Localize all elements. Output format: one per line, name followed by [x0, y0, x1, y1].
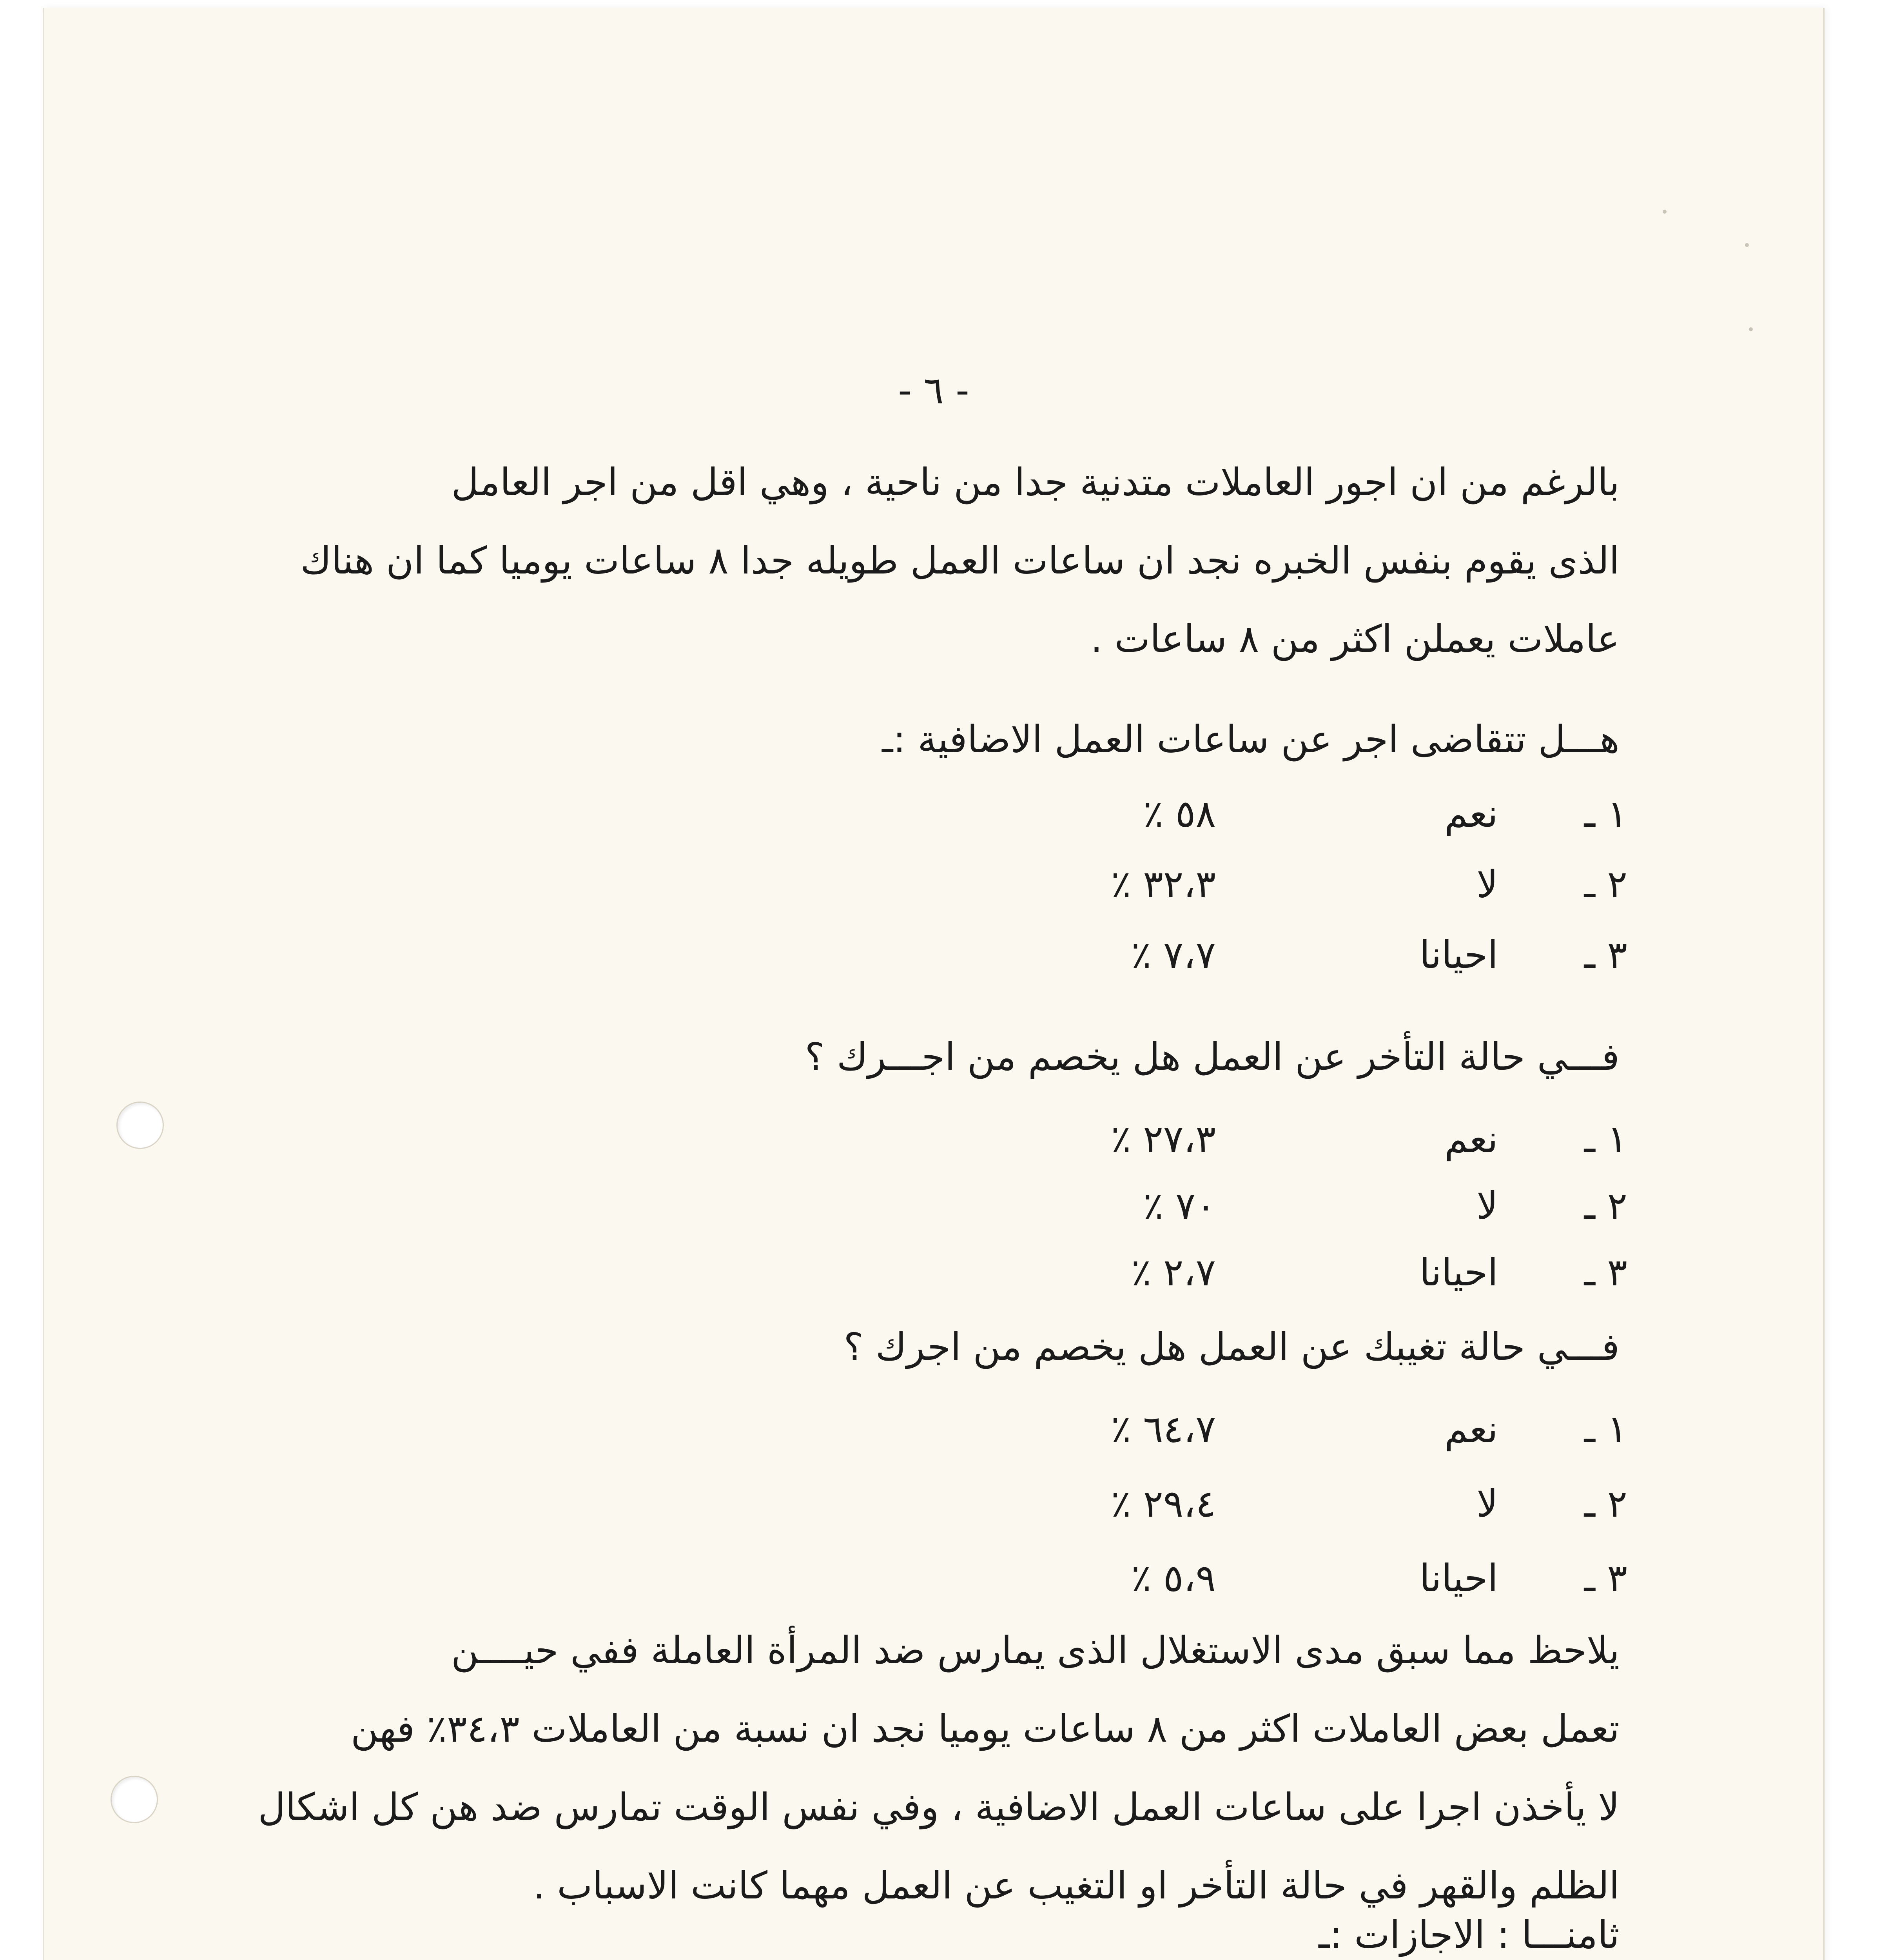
option-label: نعم [1444, 792, 1498, 836]
paper-speck [1749, 327, 1753, 331]
option-label: لا [1476, 862, 1498, 906]
answer-option [1000, 1556, 1627, 1615]
text-line: الظلم والقهر في حالة التأخر او التغيب عن العمل مهما كانت الاسباب . [533, 1864, 1620, 1907]
paper-speck [1745, 243, 1749, 247]
option-label: نعم [1444, 1407, 1498, 1451]
punch-hole-top [116, 1102, 164, 1149]
answer-option [1000, 1184, 1627, 1243]
option-number: ١ ـ [1584, 1407, 1627, 1451]
answer-option [1000, 933, 1627, 992]
option-percentage: ٧،٧ ٪ [1131, 933, 1216, 977]
observation-paragraph [258, 1611, 1620, 1925]
answer-option [1000, 1482, 1627, 1541]
option-label: احيانا [1419, 1556, 1498, 1600]
option-number: ١ ـ [1584, 792, 1627, 836]
option-number: ٣ ـ [1584, 933, 1627, 977]
option-label: احيانا [1419, 1250, 1498, 1294]
option-number: ٢ ـ [1584, 1482, 1627, 1526]
punch-hole-bottom [111, 1776, 158, 1823]
text-line: لا يأخذن اجرا على ساعات العمل الاضافية ، وفي نفس الوقت تمارس ضد هن كل اشكال [258, 1785, 1620, 1829]
page-number: - ٦ - [898, 368, 969, 412]
answer-option [1000, 862, 1627, 921]
question-absence-deduction: فـــي حالة تغيبك عن العمل هل يخصم من اجرك ؟ [843, 1325, 1620, 1369]
answer-option [1000, 792, 1627, 851]
answer-option [1000, 1117, 1627, 1176]
section-heading: ثامنـــا : الاجازات :ـ [1319, 1913, 1620, 1957]
question-lateness-deduction: فـــي حالة التأخر عن العمل هل يخصم من اجـــرك ؟ [805, 1035, 1620, 1079]
option-number: ٣ ـ [1584, 1556, 1627, 1600]
question-overtime-pay: هـــل تتقاضى اجر عن ساعات العمل الاضافية :ـ [882, 717, 1620, 761]
text-line: بالرغم من ان اجور العاملات متدنية جدا من ناحية ، وهي اقل من اجر العامل [451, 460, 1620, 504]
text-line: الذى يقوم بنفس الخبره نجد ان ساعات العمل طويله جدا ٨ ساعات يوميا كما ان هناك [300, 539, 1620, 583]
option-label: لا [1476, 1482, 1498, 1526]
option-percentage: ٢،٧ ٪ [1131, 1250, 1216, 1294]
text-line: يلاحظ مما سبق مدى الاستغلال الذى يمارس ضد المرأة العاملة ففي حيــــن [451, 1628, 1620, 1672]
option-label: لا [1476, 1184, 1498, 1228]
option-number: ٢ ـ [1584, 1184, 1627, 1228]
option-percentage: ٣٢،٣ ٪ [1111, 862, 1216, 906]
option-percentage: ٧٠ ٪ [1143, 1184, 1216, 1228]
option-percentage: ٢٧،٣ ٪ [1111, 1117, 1216, 1161]
answer-option [1000, 1250, 1627, 1309]
option-percentage: ٢٩،٤ ٪ [1111, 1482, 1216, 1526]
option-number: ١ ـ [1584, 1117, 1627, 1161]
option-percentage: ٥،٩ ٪ [1131, 1556, 1216, 1600]
option-label: نعم [1444, 1117, 1498, 1161]
paper-speck [1663, 210, 1667, 214]
text-line: تعمل بعض العاملات اكثر من ٨ ساعات يوميا نجد ان نسبة من العاملات ٣٤،٣٪ فهن [350, 1707, 1620, 1751]
text-line: عاملات يعملن اكثر من ٨ ساعات . [1090, 617, 1620, 661]
option-number: ٣ ـ [1584, 1250, 1627, 1294]
answer-option [1000, 1407, 1627, 1466]
option-number: ٢ ـ [1584, 862, 1627, 906]
intro-paragraph [300, 443, 1620, 678]
option-label: احيانا [1419, 933, 1498, 977]
document-page [43, 8, 1825, 1960]
option-percentage: ٦٤،٧ ٪ [1111, 1407, 1216, 1451]
option-percentage: ٥٨ ٪ [1143, 792, 1216, 836]
